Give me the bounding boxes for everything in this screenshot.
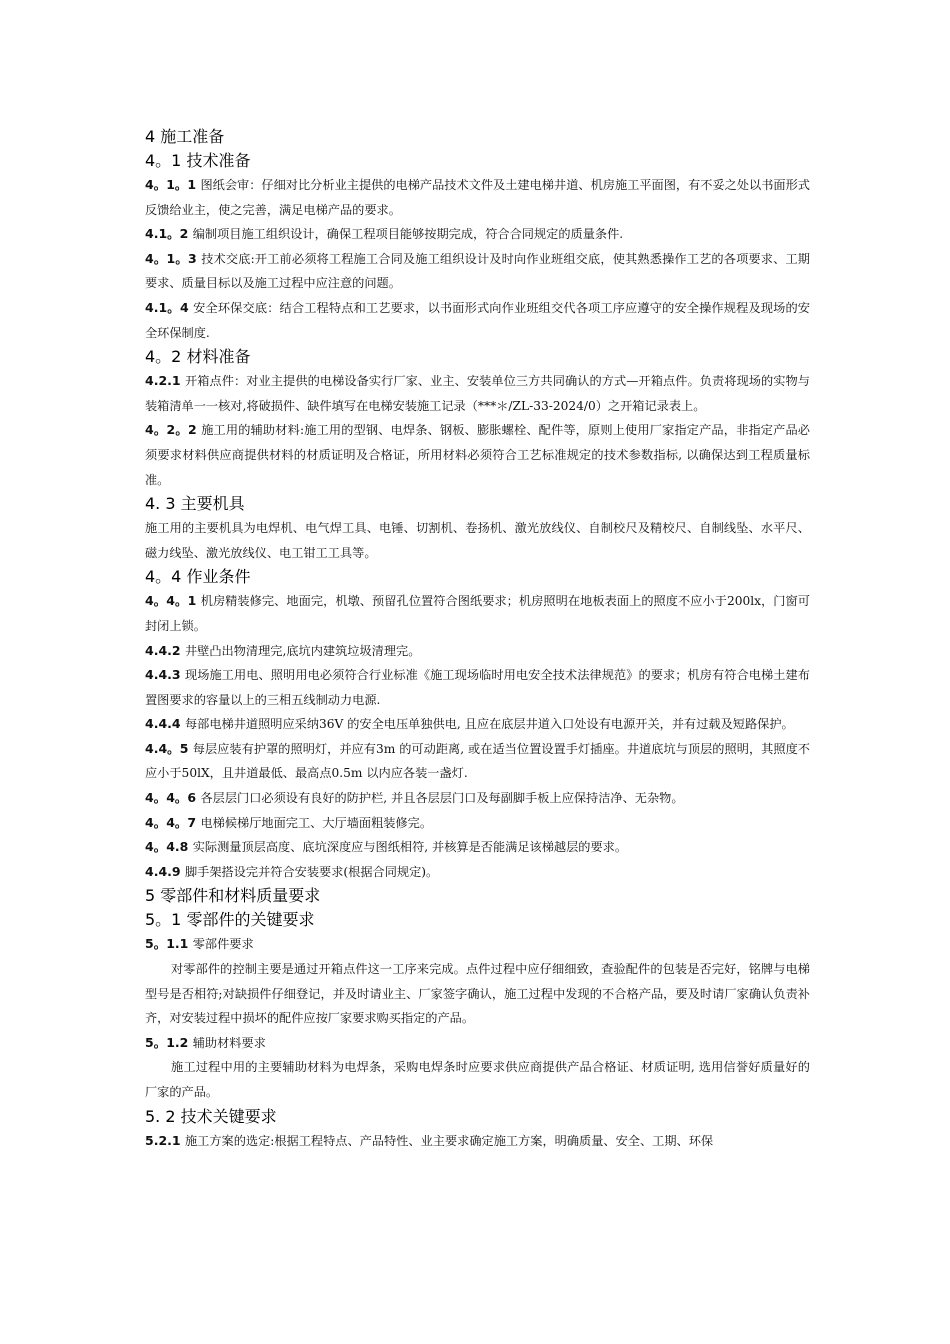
paragraph: [145, 516, 810, 565]
paragraph: [145, 712, 810, 737]
paragraph-text: 开箱点件：对业主提供的电梯设备实行厂家、业主、安装单位三方共同确认的方式—开箱点件。负责将现场的实物与装箱清单一一核对,将破损件、缺件填写在电梯安装施工记录（***＊/ZL-33-2024/0）之开箱记录表上。: [145, 374, 810, 413]
paragraph: [145, 1129, 810, 1154]
clause-number: 4。2。2: [145, 422, 202, 438]
paragraph-text: 每部电梯井道照明应采纳36V 的安全电压单独供电, 且应在底层井道入口处设有电源开关，并有过载及短路保护。: [184, 717, 794, 732]
section-heading: [145, 345, 810, 369]
heading-text: 4 施工准备: [145, 127, 225, 146]
paragraph-text: 施工方案的选定:根据工程特点、产品特性、业主要求确定施工方案，明确质量、安全、工期、环保: [184, 1133, 714, 1148]
clause-number: 4.1。4: [145, 299, 194, 315]
paragraph-text: 图纸会审：仔细对比分析业主提供的电梯产品技术文件及土建电梯井道、机房施工平面图，有不妥之处以书面形式反馈给业主，使之完善，满足电梯产品的要求。: [145, 178, 810, 217]
clause-number: 4.2.1: [145, 373, 186, 389]
clause-number: 4。4。7: [145, 814, 201, 830]
clause-number: 4。4。6: [145, 790, 201, 806]
paragraph-text: 机房精装修完、地面完，机墩、预留孔位置符合图纸要求；机房照明在地板表面上的照度不应小于200lx，门窗可封闭上锁。: [145, 594, 810, 633]
paragraph: [145, 639, 810, 664]
heading-text: 4. 3 主要机具: [145, 494, 245, 514]
paragraph-text: 实际测量顶层高度、底坑深度应与图纸相符, 并核算是否能满足该梯越层的要求。: [192, 840, 628, 855]
clause-number: 4。4.8: [145, 839, 193, 855]
clause-number: 5。1.2: [145, 1034, 193, 1050]
paragraph: [145, 1055, 810, 1104]
paragraph: [145, 663, 810, 712]
section-heading: [145, 149, 810, 173]
paragraph: [145, 173, 810, 222]
paragraph-text: 对零部件的控制主要是通过开箱点件这一工序来完成。点件过程中应仔细细致，查验配件的包装是否完好，铭牌与电梯型号是否相符;对缺损件仔细登记，并及时请业主、厂家签字确认，施工过程中发现的不合格产品，要及时请厂家确认负责补齐，对安装过程中损坏的配件应按厂家要求购买指定的产品。: [145, 962, 810, 1026]
clause-number: 4。1。1: [145, 177, 201, 192]
clause-number: 5。1.1: [145, 936, 193, 952]
clause-number: 5.2.1: [145, 1132, 185, 1148]
clause-number: 4.4.3: [145, 667, 186, 683]
paragraph-text: 现场施工用电、照明用电必须符合行业标准《施工现场临时用电安全技术法律规范》的要求；机房有符合电梯土建布置图要求的容量以上的三相五线制动力电源.: [145, 668, 810, 707]
heading-text: 4。2 材料准备: [145, 347, 251, 367]
paragraph-text: 施工过程中用的主要辅助材料为电焊条，采购电焊条时应要求供应商提供产品合格证、材质证明, 选用信誉好质量好的厂家的产品。: [145, 1060, 810, 1099]
section-heading: [145, 565, 810, 589]
paragraph: [145, 222, 810, 247]
clause-number: 4.4.2: [145, 642, 185, 658]
paragraph: [145, 932, 810, 957]
paragraph-text: 技术交底:开工前必须将工程施工合同及施工组织设计及时向作业班组交底，使其熟悉操作工艺的各项要求、工期要求、质量目标以及施工过程中应注意的问题。: [145, 251, 810, 291]
paragraph-text: 施工用的主要机具为电焊机、电气焊工具、电锤、切割机、卷扬机、激光放线仪、自制校尺及精校尺、自制线坠、水平尺、磁力线坠、激光放线仪、电工钳工工具等。: [145, 521, 810, 560]
paragraph-text: 辅助材料要求: [192, 1035, 266, 1050]
paragraph: [145, 860, 810, 885]
paragraph: [145, 957, 810, 1031]
paragraph-text: 安全环保交底：结合工程特点和工艺要求，以书面形式向作业班组交代各项工序应遵守的安全操作规程及现场的安全环保制度.: [145, 300, 810, 340]
heading-text: 5. 2 技术关键要求: [145, 1106, 277, 1126]
heading-text: 4。4 作业条件: [145, 567, 251, 587]
paragraph-text: 脚手架搭设完并符合安装要求(根据合同规定)。: [184, 864, 439, 879]
paragraph: [145, 418, 810, 492]
section-heading: [145, 492, 810, 516]
paragraph: [145, 786, 810, 811]
section-heading: [145, 884, 810, 908]
paragraph-text: 井壁凸出物清理完,底坑内建筑垃圾清理完。: [184, 643, 421, 658]
paragraph-text: 每层应装有护罩的照明灯，并应有3m 的可动距离, 或在适当位置设置手灯插座。井道底坑与顶层的照明，其照度不应小于50lX，且井道最低、最高点0.5m 以内应各装一盏灯.: [145, 741, 810, 781]
clause-number: 4.4.4: [145, 716, 185, 732]
paragraph: [145, 1031, 810, 1056]
paragraph: [145, 835, 810, 860]
clause-number: 4.1。2: [145, 226, 193, 242]
section-heading: [145, 1105, 810, 1129]
paragraph: [145, 811, 810, 836]
paragraph: [145, 247, 810, 296]
section-heading: [145, 125, 810, 149]
paragraph-text: 各层层门口必须设有良好的防护栏, 并且各层层门口及每副脚手板上应保持洁净、无杂物。: [200, 791, 684, 806]
paragraph-text: 编制项目施工组织设计，确保工程项目能够按期完成，符合合同规定的质量条件.: [192, 227, 624, 242]
clause-number: 4。4。1: [145, 593, 201, 609]
section-heading: [145, 908, 810, 932]
heading-text: 4。1 技术准备: [145, 151, 251, 170]
paragraph: [145, 369, 810, 418]
heading-text: 5 零部件和材料质量要求: [145, 886, 321, 906]
paragraph: [145, 296, 810, 345]
heading-text: 5。1 零部件的关键要求: [145, 910, 315, 930]
paragraph-text: 施工用的辅助材料:施工用的型钢、电焊条、钢板、膨胀螺栓、配件等，原则上使用厂家指定产品，非指定产品必须要求材料供应商提供材料的材质证明及合格证，所用材料必须符合工艺标准规定的技术参数指标, 以确保达到工程质量标准。: [145, 423, 810, 487]
clause-number: 4.4.9: [145, 863, 185, 879]
clause-number: 4。1。3: [145, 250, 202, 266]
document-page: [145, 125, 810, 1153]
paragraph-text: 零部件要求: [192, 937, 254, 952]
paragraph: [145, 737, 810, 786]
paragraph-text: 电梯候梯厅地面完工、大厅墙面粗装修完。: [200, 815, 433, 830]
clause-number: 4.4。5: [145, 740, 193, 756]
paragraph: [145, 589, 810, 638]
